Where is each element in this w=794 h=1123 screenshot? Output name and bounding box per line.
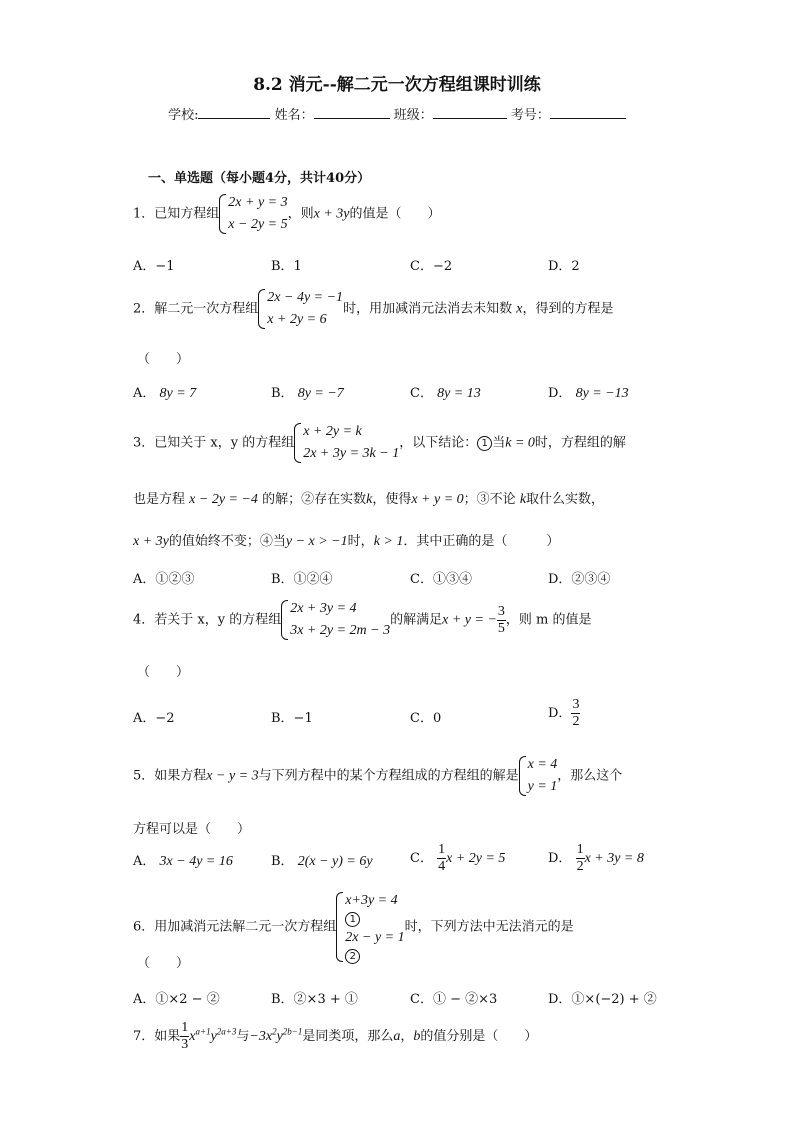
q5-system xyxy=(519,754,558,798)
q5-c-label: C． xyxy=(410,851,433,866)
q4-d-num: 3 xyxy=(572,697,580,712)
q3-l2a: 也是方程 xyxy=(133,492,186,507)
q3-kvar: k xyxy=(366,492,373,507)
q2-b-expr: 8y = −7 xyxy=(297,386,344,401)
q3-line-3 xyxy=(133,530,559,550)
q3-option-d[interactable]: D．②③④ xyxy=(548,572,611,587)
q5-a-label: A． xyxy=(133,854,156,869)
q2-d-label: D． xyxy=(548,386,572,401)
q6-option-c[interactable]: C．① − ②×3 xyxy=(410,992,498,1007)
q5-lead: 5．如果方程 xyxy=(133,768,207,784)
q5-d-fraction xyxy=(576,842,585,875)
q3-t1b: 时，方程组的解 xyxy=(534,435,626,451)
q4-eq1: 2x + 3y = 4 xyxy=(290,601,357,616)
q4-option-a[interactable]: A．−2 xyxy=(133,711,175,726)
class-blank[interactable] xyxy=(433,106,507,119)
q7-t4: y xyxy=(276,1029,283,1044)
q2-tail: ，得到的方程是 xyxy=(522,301,614,317)
q3-l2b: 的解；②存在实数 xyxy=(262,492,367,507)
q2-mid: 时，用加减消元法消去未知数 xyxy=(343,301,513,317)
q6-system xyxy=(336,890,404,964)
q7-vb: b xyxy=(413,1029,421,1044)
q5-option-b[interactable] xyxy=(271,850,373,870)
question-6 xyxy=(133,890,574,964)
q6-option-d[interactable]: D．①×(−2) + ② xyxy=(548,992,657,1007)
q5-d-label: D． xyxy=(548,851,572,866)
q4-tail: ，则 m 的值是 xyxy=(505,612,592,628)
q6-option-a[interactable]: A．①×2 − ② xyxy=(133,992,220,1007)
q1-option-a[interactable]: A．−1 xyxy=(133,259,175,274)
q4-system xyxy=(281,598,390,642)
q3-eq2: 2x + 3y = 3k − 1 xyxy=(303,446,400,461)
q3-lead: 3．已知关于 x，y 的方程组 xyxy=(133,435,295,451)
q3-e4: x + 3y xyxy=(133,534,169,549)
q5-option-d[interactable] xyxy=(548,842,644,875)
question-5 xyxy=(133,754,622,798)
q2-eq1: 2x − 4y = −1 xyxy=(267,290,344,305)
q1-mid: ，则 xyxy=(287,206,314,222)
q5-mid: 与下列方程中的某个方程组成的方程组的解是 xyxy=(258,768,519,784)
q1-lead: 1．已知方程组 xyxy=(133,206,220,222)
q3-e5: y − x > −1 xyxy=(285,534,348,549)
q5-expr: x − y = 3 xyxy=(206,768,259,784)
page-title: 8.2 消元--解二元一次方程组课时训练 xyxy=(253,75,541,95)
q3-l3a: 的值始终不变；④当 xyxy=(168,534,286,549)
q6-lead: 6．用加减消元法解二元一次方程组 xyxy=(133,919,337,935)
q4-fnum: 3 xyxy=(497,603,505,619)
q3-system xyxy=(294,421,399,465)
q4-expr: x + y = − xyxy=(442,612,497,628)
q5-c-fraction xyxy=(437,842,446,875)
q2-option-c[interactable] xyxy=(410,382,481,402)
q2-option-d[interactable] xyxy=(548,382,629,402)
q7-end: 的值分别是（ ） xyxy=(420,1029,538,1044)
q7-t2: y xyxy=(210,1029,217,1044)
q2-lead: 2．解二元一次方程组 xyxy=(133,301,259,317)
q5-a-expr: 3x − 4y = 16 xyxy=(159,854,233,869)
q5-c-den: 4 xyxy=(438,859,446,874)
q7-s1: a+1 xyxy=(195,1026,211,1037)
question-2 xyxy=(133,287,613,331)
q1-eq2: x − 2y = 5 xyxy=(228,217,288,232)
q4-d-fraction xyxy=(571,697,580,730)
q5-c-expr: x + 2y = 5 xyxy=(446,851,506,866)
q5-eq1: x = 4 xyxy=(527,757,558,772)
q6-eq1: x+3y = 4 xyxy=(345,893,398,908)
question-1 xyxy=(133,192,441,236)
q5-d-expr: x + 3y = 8 xyxy=(584,851,644,866)
q4-option-d[interactable] xyxy=(548,697,580,730)
q1-option-b[interactable]: B．1 xyxy=(271,259,302,274)
q3-e3: x + y = 0 xyxy=(411,492,464,507)
question-3 xyxy=(133,421,626,465)
q4-option-b[interactable]: B．−1 xyxy=(271,711,313,726)
q7-tail: 是同类项，那么 xyxy=(302,1029,394,1044)
q1-tail: 的值是（ ） xyxy=(349,206,441,222)
q4-eq2: 3x + 2y = 2m − 3 xyxy=(290,623,391,638)
q6-eq2: 2x − y = 1 xyxy=(345,930,405,945)
section-heading: 一、单选题（每小题4分，共计40分） xyxy=(148,171,371,186)
q5-d-den: 2 xyxy=(576,859,584,874)
q7-mid: 与 xyxy=(236,1029,250,1044)
q5-tail: ，那么这个 xyxy=(557,768,623,784)
q3-l3b: 时， xyxy=(347,534,374,549)
q5-eq2: y = 1 xyxy=(527,779,558,794)
q3-option-a[interactable]: A．①②③ xyxy=(133,572,195,587)
school-label: 学校: xyxy=(168,108,199,123)
q6-option-b[interactable]: B．②×3 + ① xyxy=(271,992,358,1007)
q2-c-label: C． xyxy=(410,386,433,401)
q2-c-expr: 8y = 13 xyxy=(437,386,481,401)
q4-d-label: D． xyxy=(548,706,572,721)
q2-paren: （ ） xyxy=(137,352,190,367)
q1-eq1: 2x + y = 3 xyxy=(228,195,288,210)
student-info-line xyxy=(0,104,794,123)
q5-option-c[interactable] xyxy=(410,842,505,875)
q3-e6: k > 1 xyxy=(373,534,404,549)
class-label: 班级： xyxy=(393,108,433,123)
q2-eq2: x + 2y = 6 xyxy=(267,312,327,327)
q1-option-d[interactable]: D．2 xyxy=(548,259,580,274)
q7-s2: 2a+3 xyxy=(216,1026,237,1037)
q4-option-c[interactable]: C．0 xyxy=(410,711,442,726)
q4-paren: （ ） xyxy=(137,665,190,680)
q3-mid: ，以下结论： xyxy=(399,435,478,451)
q2-a-expr: 8y = 7 xyxy=(159,386,197,401)
q7-t3: −3x xyxy=(249,1029,273,1044)
q2-d-expr: 8y = −13 xyxy=(575,386,629,401)
q7-lead: 7．如果 xyxy=(133,1029,181,1044)
q3-line-2 xyxy=(133,488,604,508)
q5-b-expr: 2(x − y) = 6y xyxy=(297,854,373,869)
name-blank[interactable] xyxy=(314,106,390,119)
q2-option-b[interactable] xyxy=(271,382,344,402)
q4-fden: 5 xyxy=(497,620,505,636)
q3-l3c: ．其中正确的是（ ） xyxy=(403,534,560,549)
q5-c-num: 1 xyxy=(438,842,446,857)
q3-l2c: ，使得 xyxy=(372,492,412,507)
q2-b-label: B． xyxy=(271,386,294,401)
q4-mid: 的解满足 xyxy=(390,612,443,628)
q7-fnum: 1 xyxy=(181,1020,189,1035)
circled-1-icon: 1 xyxy=(477,436,492,451)
q7-s3: 2 xyxy=(272,1026,277,1037)
q3-t1a: 当 xyxy=(492,435,506,451)
school-blank[interactable] xyxy=(198,106,270,119)
q3-option-c[interactable]: C．①③④ xyxy=(410,572,472,587)
q3-k0: k = 0 xyxy=(505,435,535,451)
number-label: 考号： xyxy=(510,108,550,123)
q5-d-num: 1 xyxy=(576,842,584,857)
q3-kvar-2: k xyxy=(519,492,527,507)
q3-l2d: ；③不论 xyxy=(463,492,516,507)
q7-s4: 2b−1 xyxy=(282,1026,303,1037)
q2-system xyxy=(258,287,343,331)
q5-option-a[interactable] xyxy=(133,850,233,870)
q2-a-label: A． xyxy=(133,386,156,401)
q1-expr: x + 3y xyxy=(313,206,350,222)
q4-fraction xyxy=(497,604,506,637)
q6-tail: 时，下列方法中无法消元的是 xyxy=(404,919,574,935)
q7-va: a xyxy=(393,1029,401,1044)
q5-b-label: B． xyxy=(271,854,294,869)
circled-2-icon: 2 xyxy=(345,949,360,964)
q5-line-2: 方程可以是（ ） xyxy=(133,822,251,837)
question-4 xyxy=(133,598,592,642)
name-label: 姓名： xyxy=(274,108,314,123)
q4-lead: 4．若关于 x，y 的方程组 xyxy=(133,612,282,628)
q4-d-den: 2 xyxy=(572,714,580,729)
q7-sep: ， xyxy=(400,1029,414,1044)
q2-option-a[interactable] xyxy=(133,382,196,402)
q3-e2: x − 2y = −4 xyxy=(189,492,258,507)
q3-l2e: 取什么实数， xyxy=(526,492,605,507)
q7-t1: x xyxy=(189,1029,196,1044)
q1-option-c[interactable]: C．−2 xyxy=(410,259,453,274)
q6-paren: （ ） xyxy=(137,956,190,971)
circled-1-icon: 1 xyxy=(345,912,360,927)
q3-option-b[interactable]: B．①②④ xyxy=(271,572,333,587)
q1-system xyxy=(219,192,287,236)
q3-eq1: x + 2y = k xyxy=(303,424,362,439)
q7-fraction xyxy=(180,1020,189,1053)
number-blank[interactable] xyxy=(550,106,626,119)
q2-var: x xyxy=(516,301,523,317)
question-7 xyxy=(133,1020,537,1053)
q7-fden: 3 xyxy=(181,1037,189,1052)
